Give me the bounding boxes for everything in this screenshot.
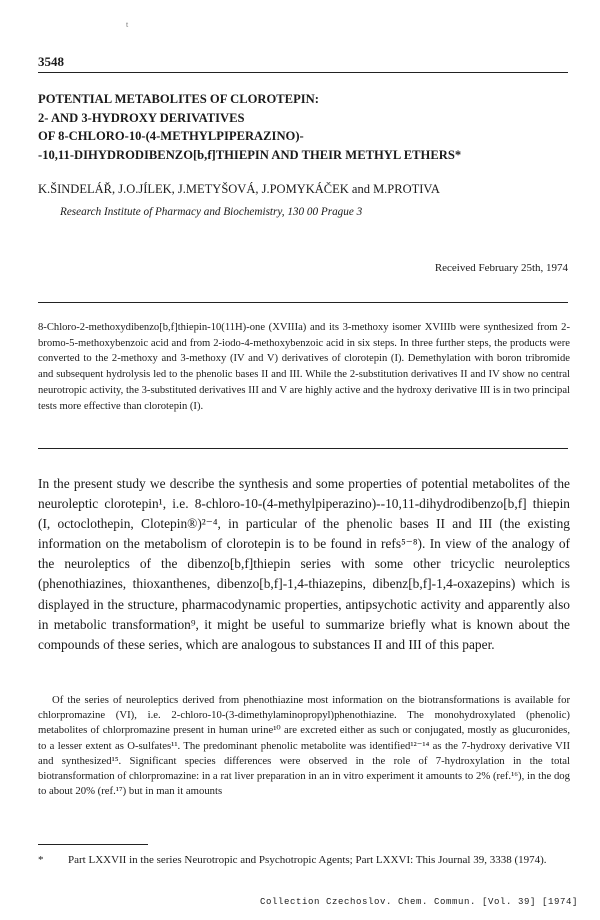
body-paragraph-1: In the present study we describe the synthesis and some properties of potential metabolites of the neuroleptic clorotepin¹, i.e. 8-chloro-10-(4-methylpiperazino)--10,11-dihydrodibenzo[b,f] thiepin (I, octoclothepin, Clotepin®)²⁻⁴, in particular of the phenolic bases II and III (the existing information on the metabolism of clorotepin is to be found in refs⁵⁻⁸). In view of the analogy of the neuroleptics of the dibenzo[b,f]thiepin series with some other tricyclic neuroleptics (phenothiazines, thioxanthenes, dibenzo[b,f]-1,4-thiazepins, dibenz[b,f]-1,4-oxazepins) which is displayed in the structure, pharmacodynamic properties, antipsychotic activity and apparently also in metabolic transformation⁹, it might be useful to summarize briefly what is known about the compounds of these series, which are analogous to substances II and III of this paper. [38,476,570,652]
title-line-3: OF 8-CHLORO-10-(4-METHYLPIPERAZINO)- [38,129,304,143]
title-line-2: 2- AND 3-HYDROXY DERIVATIVES [38,110,245,125]
header-rule [38,72,568,73]
abstract-top-rule [38,302,568,303]
footnote [38,852,570,868]
scan-mark: t [126,20,129,29]
footnote-text: Part LXXVII in the series Neurotropic and Psychotropic Agents; Part LXXVI: This Journal 39, 3338 (1974). [68,854,547,866]
footnote-marker: * [38,854,44,866]
body-paragraph-2: Of the series of neuroleptics derived from phenothiazine most information on the biotransformations is available for chlorpromazine (VI), i.e. 2-chloro-10-(3-dimethylaminopropyl)phenothiazine. The monohydroxylated (phenolic) metabolites of chlorpromazine present in human urine¹⁰ are excreted either as such or conjugated, mostly as glucuronides, to a lesser extent as O-sulfates¹¹. The predominant phenolic metabolite was identified¹²⁻¹⁴ as the 7-hydroxy derivative VII and synthesized¹⁵. Significant species differences were observed in the role of 7-hydroxylation in the total biotransformation of chlorpromazine: in a rat liver preparation in an in vitro experiment it amounts to 2% (ref.¹⁶), in the dog to about 20% (ref.¹⁷) but in man it amounts [38,694,570,798]
page-number: 3548 [38,54,64,69]
journal-footer: Collection Czechoslov. Chem. Commun. [Vol. 39] [1974] [259,897,578,907]
abstract-bottom-rule [38,448,568,449]
received-date: Received February 25th, 1974 [434,262,568,274]
author-list: K.ŠINDELÁŘ, J.O.JÍLEK, J.METYŠOVÁ, J.POMYKÁČEK and M.PROTIVA [38,182,440,196]
article-title [38,90,578,164]
title-line-1: POTENTIAL METABOLITES OF CLOROTEPIN: [38,92,319,106]
affiliation: Research Institute of Pharmacy and Biochemistry, 130 00 Prague 3 [60,206,363,218]
abstract: 8-Chloro-2-methoxydibenzo[b,f]thiepin-10(11H)-one (XVIIIa) and its 3-methoxy isomer XVIIIb were synthesized from 2-bromo-5-methoxybenzoic acid and from 2-iodo-4-methoxybenzoic acid in six steps. In three further steps, the products were converted to the 2-methoxy and 3-methoxy (IV and V) derivatives of clorotepin (I). Demethylation with boron tribromide and subsequent hydrolysis led to the phenolic bases II and III. While the 2-substitution derivatives II and IV show no central neurotropic activity, the 3-substituted derivatives III and V are highly active and the hydroxy derivative III is in two principal tests more effective than clorotepin (I). [38,322,570,412]
title-line-4: -10,11-DIHYDRODIBENZO[b,f]THIEPIN AND THEIR METHYL ETHERS* [38,147,462,162]
footnote-rule [38,844,148,845]
